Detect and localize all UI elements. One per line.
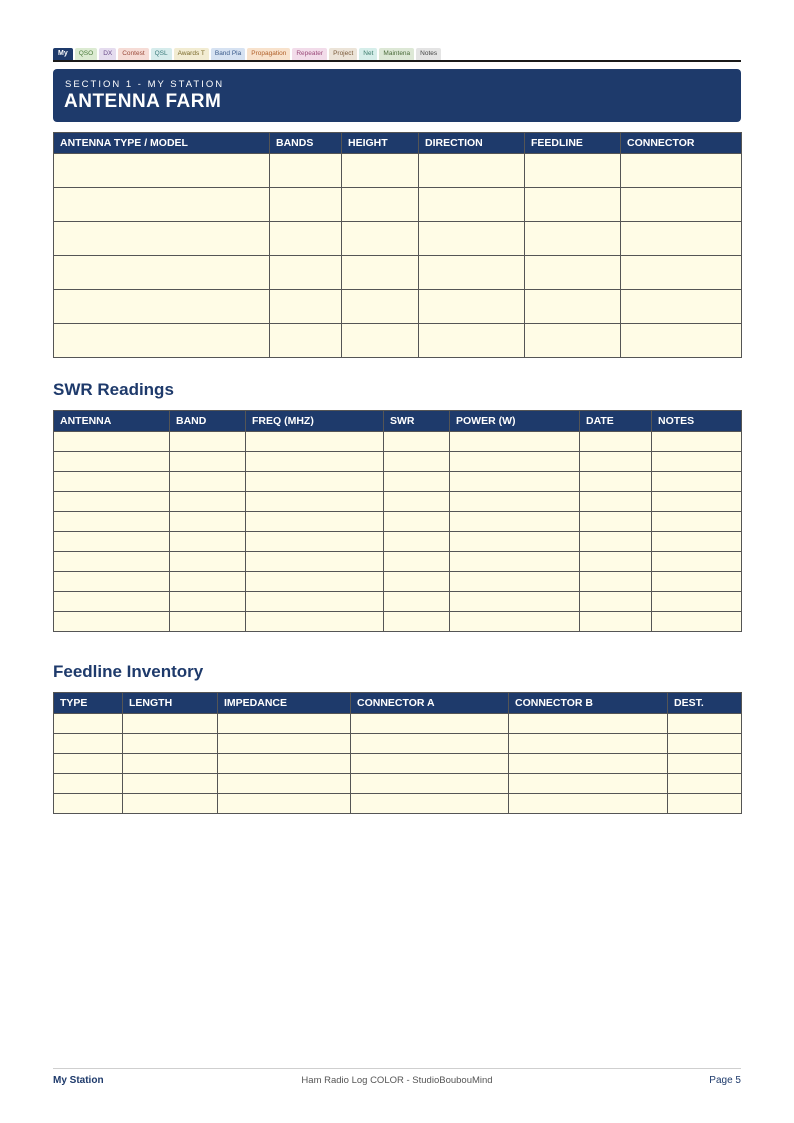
swr-entry-cell[interactable] xyxy=(170,532,246,552)
swr-table xyxy=(53,410,742,632)
antenna-entry-cell[interactable] xyxy=(54,324,270,358)
antenna-entry-cell[interactable] xyxy=(54,188,270,222)
swr-entry-cell[interactable] xyxy=(652,432,742,452)
swr-entry-cell[interactable] xyxy=(580,552,652,572)
table-row xyxy=(54,714,742,734)
swr-entry-cell[interactable] xyxy=(246,572,384,592)
antenna-entry-cell[interactable] xyxy=(525,188,621,222)
swr-entry-cell[interactable] xyxy=(580,592,652,612)
swr-entry-cell[interactable] xyxy=(170,432,246,452)
feedline-entry-cell[interactable] xyxy=(668,774,742,794)
feedline-entry-cell[interactable] xyxy=(218,774,351,794)
antenna-entry-cell[interactable] xyxy=(621,154,742,188)
feedline-entry-cell[interactable] xyxy=(218,794,351,814)
antenna-col-header: FEEDLINE xyxy=(525,133,621,154)
antenna-entry-cell[interactable] xyxy=(419,188,525,222)
antenna-entry-cell[interactable] xyxy=(621,290,742,324)
table-row xyxy=(54,592,742,612)
antenna-entry-cell[interactable] xyxy=(270,256,342,290)
swr-entry-cell[interactable] xyxy=(246,612,384,632)
antenna-entry-cell[interactable] xyxy=(342,154,419,188)
tab-divider xyxy=(53,60,741,62)
table-row xyxy=(54,552,742,572)
table-row xyxy=(54,188,742,222)
table-row xyxy=(54,754,742,774)
swr-entry-cell[interactable] xyxy=(652,552,742,572)
feedline-entry-cell[interactable] xyxy=(668,734,742,754)
table-row xyxy=(54,532,742,552)
swr-entry-cell[interactable] xyxy=(580,512,652,532)
swr-col-header: FREQ (MHZ) xyxy=(246,411,384,432)
swr-col-header: SWR xyxy=(384,411,450,432)
swr-entry-cell[interactable] xyxy=(246,512,384,532)
antenna-col-header: BANDS xyxy=(270,133,342,154)
tab-net[interactable]: Net xyxy=(359,48,377,60)
swr-entry-cell[interactable] xyxy=(54,532,170,552)
table-row xyxy=(54,256,742,290)
swr-entry-cell[interactable] xyxy=(580,532,652,552)
swr-col-header: DATE xyxy=(580,411,652,432)
feedline-entry-cell[interactable] xyxy=(123,794,218,814)
swr-entry-cell[interactable] xyxy=(54,472,170,492)
swr-entry-cell[interactable] xyxy=(450,532,580,552)
antenna-entry-cell[interactable] xyxy=(621,256,742,290)
section-kicker: SECTION 1 - MY STATION xyxy=(65,79,225,90)
swr-entry-cell[interactable] xyxy=(450,512,580,532)
tab-strip xyxy=(53,45,741,60)
swr-entry-cell[interactable] xyxy=(170,592,246,612)
swr-col-header: POWER (W) xyxy=(450,411,580,432)
feedline-col-header: CONNECTOR A xyxy=(351,693,509,714)
swr-entry-cell[interactable] xyxy=(450,612,580,632)
antenna-entry-cell[interactable] xyxy=(270,188,342,222)
tab-awards-t[interactable]: Awards T xyxy=(174,48,209,60)
swr-entry-cell[interactable] xyxy=(652,572,742,592)
swr-entry-cell[interactable] xyxy=(246,492,384,512)
swr-entry-cell[interactable] xyxy=(246,452,384,472)
feedline-entry-cell[interactable] xyxy=(668,714,742,734)
swr-entry-cell[interactable] xyxy=(54,432,170,452)
table-row xyxy=(54,472,742,492)
feedline-col-header: IMPEDANCE xyxy=(218,693,351,714)
swr-heading: SWR Readings xyxy=(53,380,174,399)
swr-col-header: NOTES xyxy=(652,411,742,432)
feedline-entry-cell[interactable] xyxy=(509,794,668,814)
antenna-table xyxy=(53,132,742,358)
antenna-col-header: CONNECTOR xyxy=(621,133,742,154)
swr-entry-cell[interactable] xyxy=(54,592,170,612)
antenna-entry-cell[interactable] xyxy=(419,154,525,188)
swr-entry-cell[interactable] xyxy=(450,432,580,452)
swr-entry-cell[interactable] xyxy=(450,492,580,512)
swr-entry-cell[interactable] xyxy=(384,452,450,472)
feedline-heading: Feedline Inventory xyxy=(53,662,204,681)
tab-band-pla[interactable]: Band Pla xyxy=(211,48,245,60)
footer-section-name: My Station xyxy=(53,1075,104,1086)
swr-col-header: BAND xyxy=(170,411,246,432)
feedline-entry-cell[interactable] xyxy=(668,754,742,774)
feedline-entry-cell[interactable] xyxy=(351,774,509,794)
antenna-entry-cell[interactable] xyxy=(419,256,525,290)
tab-propagation[interactable]: Propagation xyxy=(247,48,290,60)
swr-entry-cell[interactable] xyxy=(652,532,742,552)
antenna-entry-cell[interactable] xyxy=(621,324,742,358)
antenna-entry-cell[interactable] xyxy=(419,324,525,358)
swr-entry-cell[interactable] xyxy=(54,552,170,572)
feedline-entry-cell[interactable] xyxy=(351,794,509,814)
antenna-entry-cell[interactable] xyxy=(54,290,270,324)
table-row xyxy=(54,774,742,794)
antenna-entry-cell[interactable] xyxy=(270,290,342,324)
swr-entry-cell[interactable] xyxy=(170,512,246,532)
swr-entry-cell[interactable] xyxy=(246,592,384,612)
swr-entry-cell[interactable] xyxy=(246,432,384,452)
antenna-entry-cell[interactable] xyxy=(270,324,342,358)
swr-entry-cell[interactable] xyxy=(170,472,246,492)
table-row xyxy=(54,492,742,512)
tab-dx[interactable]: DX xyxy=(99,48,116,60)
feedline-entry-cell[interactable] xyxy=(218,734,351,754)
feedline-entry-cell[interactable] xyxy=(509,714,668,734)
antenna-col-header: ANTENNA TYPE / MODEL xyxy=(54,133,270,154)
table-row xyxy=(54,324,742,358)
swr-entry-cell[interactable] xyxy=(246,552,384,572)
antenna-entry-cell[interactable] xyxy=(270,154,342,188)
tab-project[interactable]: Project xyxy=(329,48,357,60)
tab-my[interactable]: My xyxy=(53,48,73,60)
feedline-entry-cell[interactable] xyxy=(54,774,123,794)
page-title: ANTENNA FARM xyxy=(64,91,222,112)
swr-entry-cell[interactable] xyxy=(384,572,450,592)
swr-entry-cell[interactable] xyxy=(580,492,652,512)
antenna-entry-cell[interactable] xyxy=(525,324,621,358)
antenna-entry-cell[interactable] xyxy=(54,222,270,256)
swr-entry-cell[interactable] xyxy=(170,612,246,632)
antenna-entry-cell[interactable] xyxy=(270,222,342,256)
tab-notes[interactable]: Notes xyxy=(416,48,441,60)
swr-entry-cell[interactable] xyxy=(580,432,652,452)
feedline-entry-cell[interactable] xyxy=(668,794,742,814)
tab-maintena[interactable]: Maintena xyxy=(379,48,414,60)
table-row xyxy=(54,452,742,472)
swr-entry-cell[interactable] xyxy=(170,492,246,512)
antenna-entry-cell[interactable] xyxy=(342,256,419,290)
feedline-col-header: CONNECTOR B xyxy=(509,693,668,714)
antenna-entry-cell[interactable] xyxy=(621,222,742,256)
section-banner xyxy=(53,69,741,122)
antenna-entry-cell[interactable] xyxy=(342,188,419,222)
swr-entry-cell[interactable] xyxy=(384,432,450,452)
table-row xyxy=(54,794,742,814)
antenna-entry-cell[interactable] xyxy=(54,256,270,290)
feedline-entry-cell[interactable] xyxy=(123,774,218,794)
footer-doc-title: Ham Radio Log COLOR - StudioBoubouMind xyxy=(301,1075,493,1086)
feedline-entry-cell[interactable] xyxy=(351,714,509,734)
swr-entry-cell[interactable] xyxy=(580,612,652,632)
footer-page-number: Page 5 xyxy=(709,1075,741,1086)
antenna-entry-cell[interactable] xyxy=(525,290,621,324)
tab-contest[interactable]: Contest xyxy=(118,48,148,60)
antenna-entry-cell[interactable] xyxy=(419,222,525,256)
swr-entry-cell[interactable] xyxy=(170,452,246,472)
swr-entry-cell[interactable] xyxy=(384,472,450,492)
table-row xyxy=(54,432,742,452)
antenna-col-header: DIRECTION xyxy=(419,133,525,154)
footer-divider xyxy=(53,1068,741,1069)
swr-entry-cell[interactable] xyxy=(54,612,170,632)
feedline-entry-cell[interactable] xyxy=(218,714,351,734)
feedline-entry-cell[interactable] xyxy=(54,714,123,734)
swr-entry-cell[interactable] xyxy=(384,592,450,612)
feedline-entry-cell[interactable] xyxy=(54,794,123,814)
table-row xyxy=(54,290,742,324)
swr-entry-cell[interactable] xyxy=(54,492,170,512)
table-row xyxy=(54,572,742,592)
swr-entry-cell[interactable] xyxy=(652,492,742,512)
antenna-entry-cell[interactable] xyxy=(525,222,621,256)
swr-entry-cell[interactable] xyxy=(652,592,742,612)
swr-entry-cell[interactable] xyxy=(652,612,742,632)
feedline-entry-cell[interactable] xyxy=(509,734,668,754)
swr-entry-cell[interactable] xyxy=(384,612,450,632)
tab-qsl[interactable]: QSL xyxy=(151,48,172,60)
swr-entry-cell[interactable] xyxy=(580,572,652,592)
tab-qso[interactable]: QSO xyxy=(75,48,97,60)
swr-col-header: ANTENNA xyxy=(54,411,170,432)
antenna-entry-cell[interactable] xyxy=(54,154,270,188)
swr-entry-cell[interactable] xyxy=(170,552,246,572)
swr-entry-cell[interactable] xyxy=(384,492,450,512)
antenna-entry-cell[interactable] xyxy=(342,222,419,256)
swr-entry-cell[interactable] xyxy=(450,452,580,472)
antenna-entry-cell[interactable] xyxy=(419,290,525,324)
swr-entry-cell[interactable] xyxy=(384,552,450,572)
antenna-entry-cell[interactable] xyxy=(342,290,419,324)
antenna-entry-cell[interactable] xyxy=(525,154,621,188)
antenna-entry-cell[interactable] xyxy=(342,324,419,358)
table-row xyxy=(54,612,742,632)
feedline-table xyxy=(53,692,742,814)
antenna-entry-cell[interactable] xyxy=(621,188,742,222)
swr-entry-cell[interactable] xyxy=(54,572,170,592)
feedline-entry-cell[interactable] xyxy=(509,754,668,774)
swr-entry-cell[interactable] xyxy=(652,512,742,532)
feedline-entry-cell[interactable] xyxy=(218,754,351,774)
feedline-entry-cell[interactable] xyxy=(509,774,668,794)
swr-entry-cell[interactable] xyxy=(450,552,580,572)
feedline-entry-cell[interactable] xyxy=(123,734,218,754)
swr-entry-cell[interactable] xyxy=(54,452,170,472)
feedline-entry-cell[interactable] xyxy=(123,714,218,734)
swr-entry-cell[interactable] xyxy=(170,572,246,592)
swr-entry-cell[interactable] xyxy=(54,512,170,532)
feedline-col-header: LENGTH xyxy=(123,693,218,714)
antenna-col-header: HEIGHT xyxy=(342,133,419,154)
swr-entry-cell[interactable] xyxy=(450,592,580,612)
antenna-entry-cell[interactable] xyxy=(525,256,621,290)
swr-entry-cell[interactable] xyxy=(580,472,652,492)
swr-entry-cell[interactable] xyxy=(450,572,580,592)
swr-entry-cell[interactable] xyxy=(652,452,742,472)
table-row xyxy=(54,222,742,256)
feedline-entry-cell[interactable] xyxy=(54,754,123,774)
swr-entry-cell[interactable] xyxy=(384,512,450,532)
feedline-col-header: DEST. xyxy=(668,693,742,714)
swr-entry-cell[interactable] xyxy=(580,452,652,472)
swr-entry-cell[interactable] xyxy=(450,472,580,492)
feedline-entry-cell[interactable] xyxy=(123,754,218,774)
table-row xyxy=(54,734,742,754)
feedline-entry-cell[interactable] xyxy=(54,734,123,754)
feedline-col-header: TYPE xyxy=(54,693,123,714)
feedline-entry-cell[interactable] xyxy=(351,754,509,774)
tab-repeater[interactable]: Repeater xyxy=(292,48,327,60)
swr-entry-cell[interactable] xyxy=(384,532,450,552)
swr-entry-cell[interactable] xyxy=(652,472,742,492)
swr-entry-cell[interactable] xyxy=(246,532,384,552)
feedline-entry-cell[interactable] xyxy=(351,734,509,754)
table-row xyxy=(54,154,742,188)
swr-entry-cell[interactable] xyxy=(246,472,384,492)
table-row xyxy=(54,512,742,532)
